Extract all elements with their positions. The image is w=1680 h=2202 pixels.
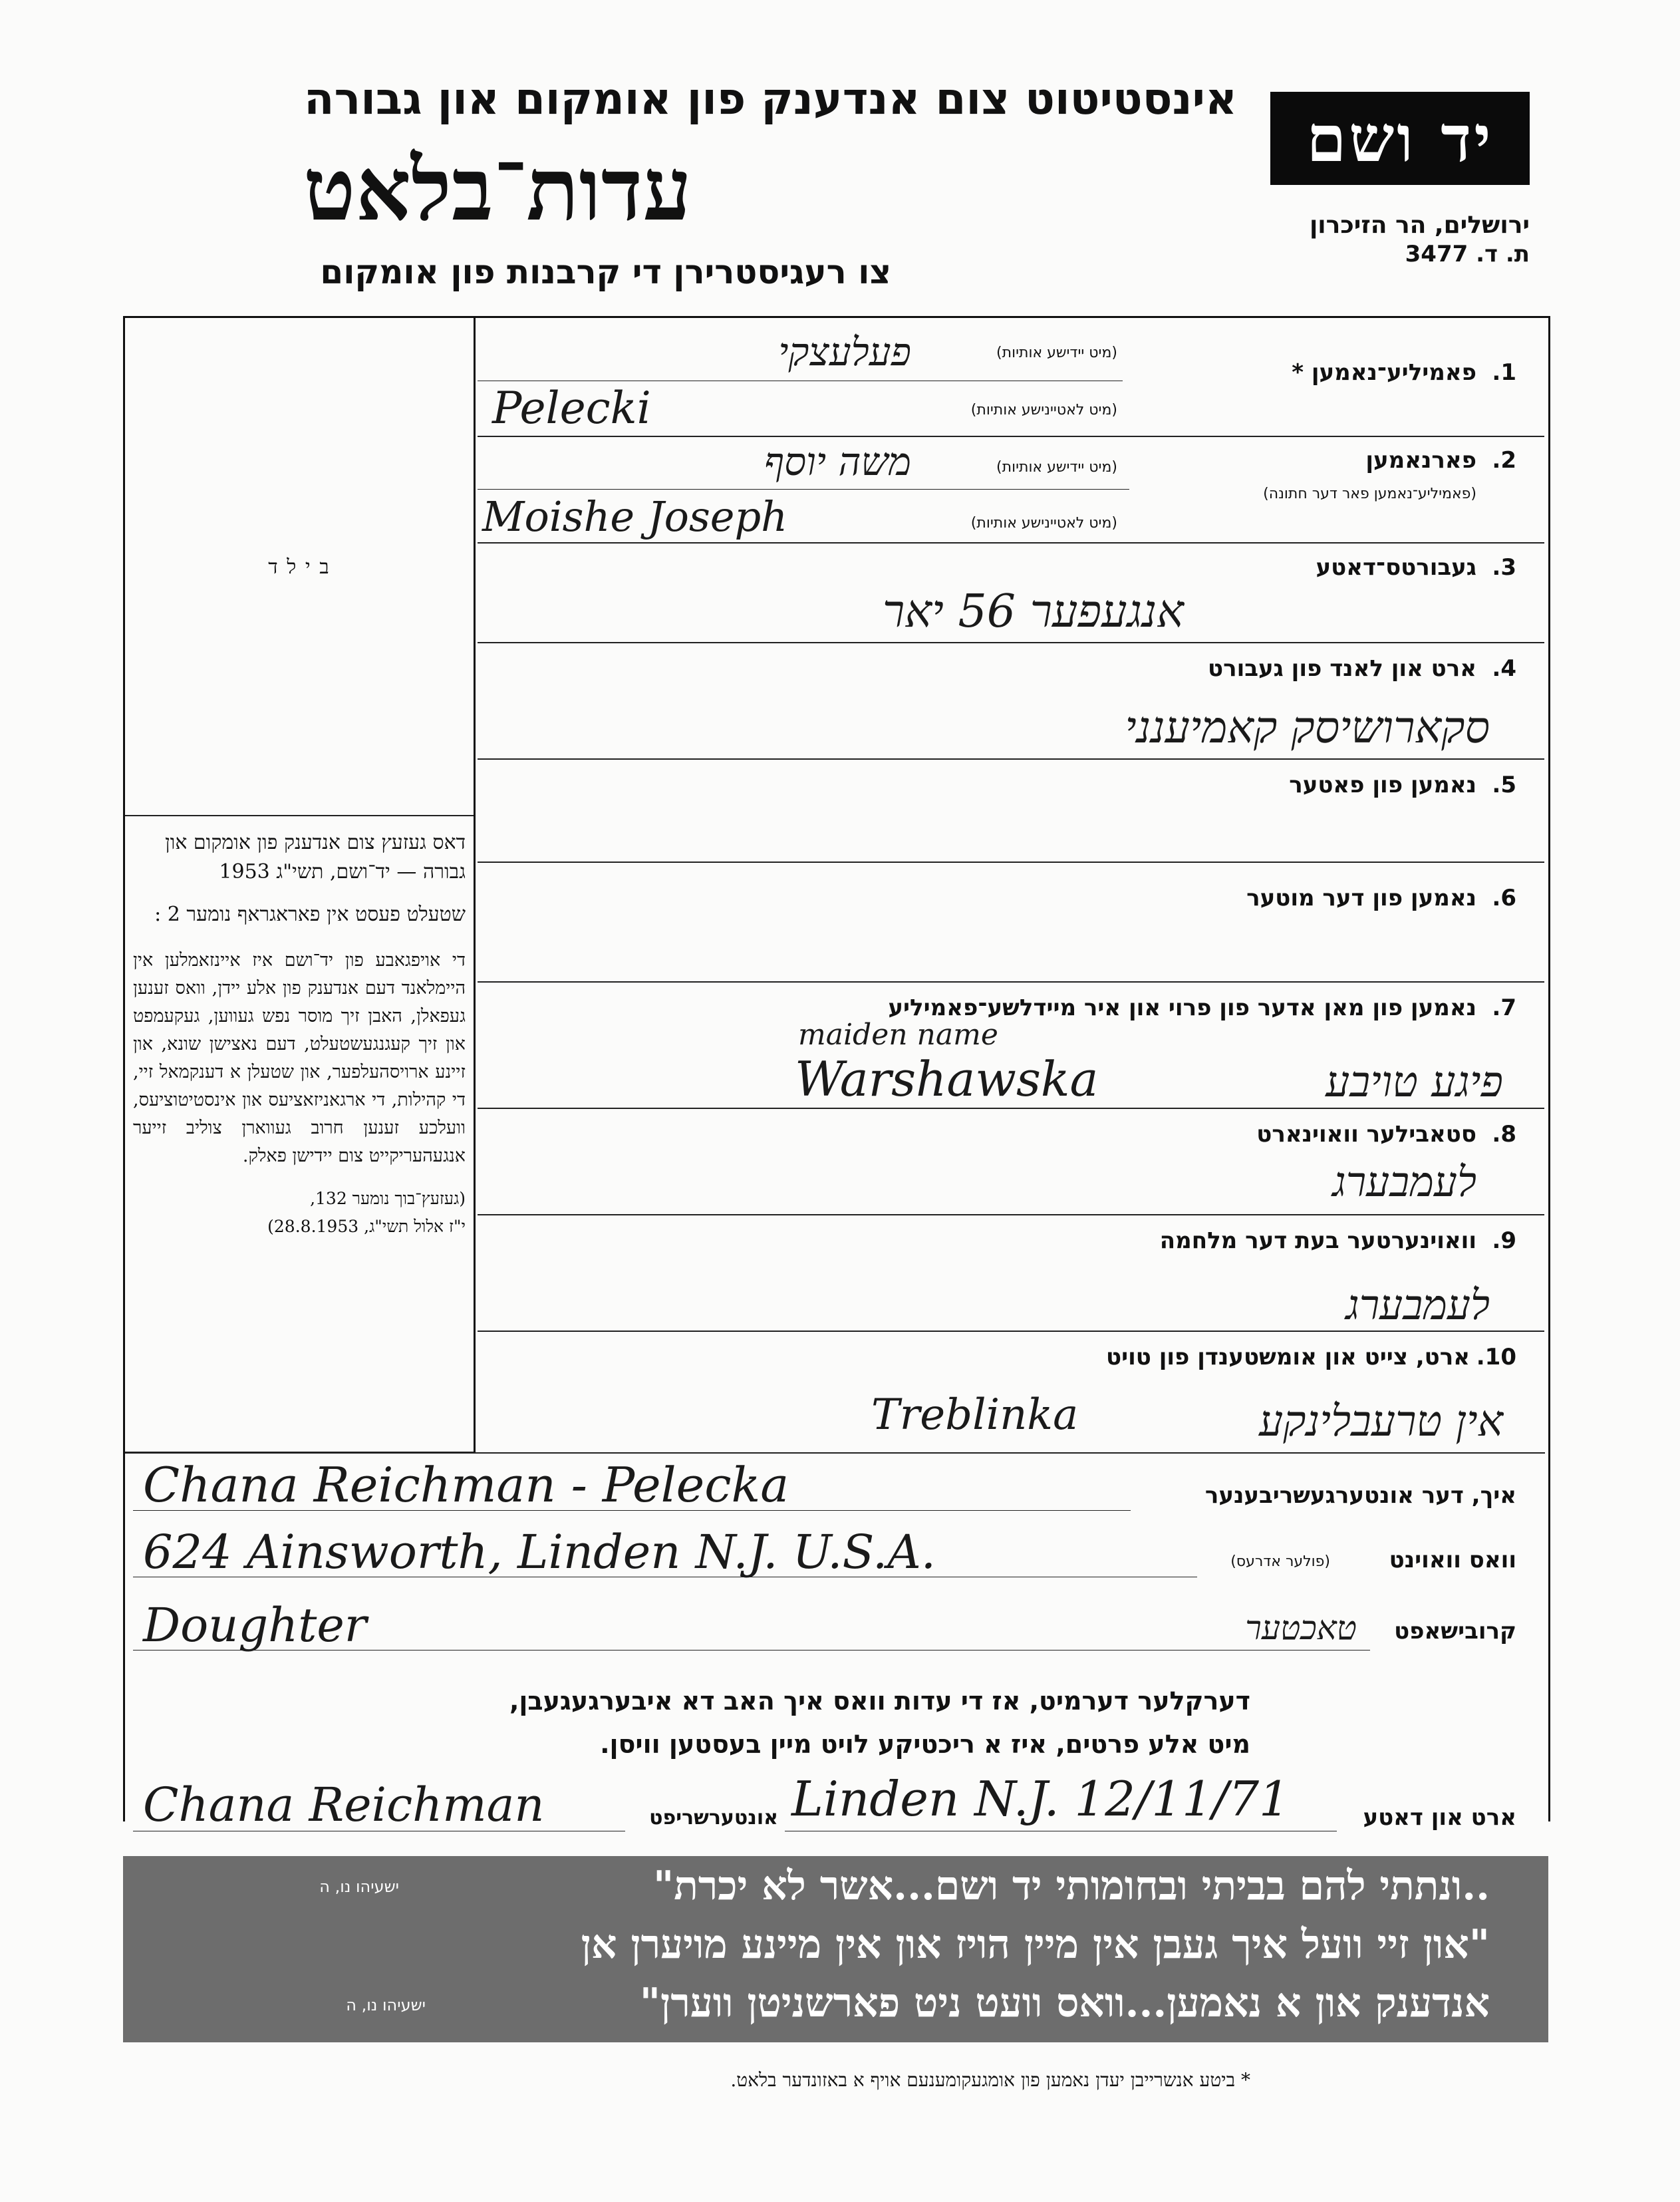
field-1-bottom-line (478, 436, 1544, 437)
law-text (133, 828, 466, 1241)
field-10-bottom-line (125, 1452, 1545, 1454)
field-1-yiddish-value: פעלעצקי (778, 329, 911, 375)
column-divider (474, 318, 476, 1452)
field-2-yiddish-value: משה יוסף (764, 439, 911, 484)
field-3-bottom-line (478, 642, 1544, 643)
banner-ref-1: ישעיהו נו, ה (319, 1877, 399, 1896)
field-9-label: 9.וואוינערטער בעת דער מלחמה (1159, 1227, 1516, 1254)
photo-box-bottom (125, 815, 474, 816)
header-subtitle: צו רעגיסטרירן די קרבנות פון אומקום (320, 253, 891, 291)
signer-name: Chana Reichman - Pelecka (143, 1457, 789, 1513)
field-2-yiddish-hint: (מיט יידישע אותיות) (996, 459, 1117, 476)
signer-name-line (133, 1510, 1131, 1511)
header-address-line1: ירושלים, הר הזיכרון (1309, 212, 1530, 239)
field-7-latin-value: Warshawska (795, 1051, 1099, 1107)
signer-label: איך, דער אונטערגעשריבענער (1204, 1482, 1516, 1509)
header-address-line2: ת. ד. 3477 (1405, 241, 1530, 267)
logo-box (1270, 92, 1530, 185)
field-2-latin-hint: (מיט לאטיינישע אותיות) (970, 515, 1117, 532)
header-title-line1: אינסטיטוט צום אנדענק פון אומקום און גבורה (304, 73, 1237, 124)
photo-box (126, 319, 472, 815)
banner-line-2: "און זיי וועל איך געבן אין מיין הויז און אין מיינע מויערן אן (581, 1921, 1490, 1968)
field-7-yiddish-value: פיגע טויבע (1326, 1058, 1503, 1107)
field-4-bottom-line (478, 758, 1544, 760)
field-1-latin-value: Pelecki (492, 383, 651, 434)
field-6-bottom-line (478, 981, 1544, 983)
signer-address-label: וואס וואוינט (1389, 1547, 1516, 1573)
banner-line-1: ..ונתתי להם בביתי ובחומותי יד ושם...אשר לא יכרת" (652, 1863, 1490, 1909)
field-6-label: 6.נאמען פון דער מוטער (1246, 885, 1516, 911)
field-8-label: 8.סטאבילער וואוינארט (1256, 1121, 1516, 1148)
declaration-line-1: דערקלער דערמיט, אז די עדות וואס איך האב דא איבערגעגעבן, (509, 1686, 1250, 1716)
law-title: דאס געזעץ צום אנדענק פון אומקום און גבורה — יד־ושם, תשי"ג 1953 (165, 831, 466, 883)
field-10-latin-value: Treblinka (871, 1390, 1079, 1440)
field-10-value: אין טרעבלינקע (1259, 1397, 1503, 1446)
field-4-value: סקארושיסק קאמיענני (1125, 702, 1490, 753)
law-body: די אויפגאבע פון יד־ושם איז איינזאמלען אין היימלאנד דעם אנדענק פון אלע יידן, וואס זענען געפאלן, האבן זיך מוסר נפש געווען, געקעמפט און זיך קעגנגעשטעלט, דעם נאצישן שונא, און זיינע ארויסהעלפער, און שטעלן א דענקמאל זיי, די קהילות, די ארגאניזאציעס און אינסטיטוציעס, וועלכע זענען חרוב געווארן צוליב זייער אנגעהעריקייט צום יידישן פאלק. (133, 950, 466, 1166)
field-1-label: 1.פאמיליע־נאמען * (1292, 359, 1516, 386)
field-5-label: 5.נאמען פון פאטער (1289, 772, 1516, 798)
field-2-label: 2.פארנאמען (1365, 447, 1516, 474)
field-2-latin-value: Moishe Joseph (482, 492, 788, 541)
page-title: עדות־בלאט (303, 138, 692, 240)
photo-label: ב י ל ד (268, 555, 331, 579)
field-7-label: 7.נאמען פון מאן אדער פון פרוי און איר מיידלשע־פאמיליע (888, 995, 1516, 1021)
law-ref-1: (געזעץ־בוך נומער 132, (310, 1189, 466, 1208)
field-4-label: 4.ארט און לאנד פון געבורט (1208, 655, 1516, 682)
signature: Chana Reichman (143, 1778, 545, 1832)
field-7-note: maiden name (798, 1018, 998, 1052)
place-date: Linden N.J. 12/11/71 (791, 1771, 1290, 1827)
signer-relation-line (133, 1650, 1370, 1651)
field-3-label: 3.געבורטס־דאטע (1316, 554, 1516, 581)
field-2-bottom-line (478, 542, 1544, 544)
field-9-value: לעמבערג (1345, 1281, 1490, 1329)
signer-address: 624 Ainsworth, Linden N.J. U.S.A. (143, 1525, 936, 1579)
footnote: * ביטע אנשרייבן יעדן נאמען פון אומגעקומענעם אויף א באזונדער בלאט. (730, 2069, 1250, 2091)
field-1-yiddish-hint: (מיט יידישע אותיות) (996, 345, 1117, 361)
logo-text: יד ושם (1306, 100, 1494, 176)
signature-label: אונטערשריפט (649, 1806, 778, 1829)
field-1-latin-hint: (מיט לאטיינישע אותיות) (970, 402, 1117, 418)
signer-relation: Doughter (143, 1598, 367, 1652)
field-10-label: 10.ארט, צייט און אומשטענדן פון טויט (1105, 1344, 1516, 1370)
field-3-value: אנגעפער 56 יאר (882, 585, 1184, 638)
banner-line-3: אנדענק און א נאמען...וואס וועט ניט פארשניטן ווערן" (639, 1980, 1490, 2026)
field-2-yiddish-line (478, 489, 1129, 490)
field-9-bottom-line (478, 1331, 1544, 1332)
law-paragraph: שטעלט פעסט אין פאראגראף נומער 2 : (154, 903, 466, 926)
place-date-label: ארט און דאטע (1363, 1804, 1516, 1831)
field-2-sub: (פאמיליע־נאמען פאר דער חתונה) (1263, 486, 1476, 502)
signer-address-sub: (פולער אדרעס) (1230, 1553, 1330, 1570)
field-7-bottom-line (478, 1108, 1544, 1109)
banner-ref-3: ישעיהו נו, ה (346, 1996, 426, 2014)
field-8-value: לעמבערג (1332, 1158, 1476, 1206)
law-ref-2: י"ז אלול תשי"ג, 28.8.1953) (267, 1217, 466, 1236)
field-5-bottom-line (478, 862, 1544, 863)
signer-relation-hebrew: טאכטער (1245, 1609, 1357, 1647)
signer-relation-label: קרובישאפט (1394, 1618, 1516, 1645)
field-8-bottom-line (478, 1214, 1544, 1215)
declaration-line-2: מיט אלע פרטים, איז א ריכטיקע לויט מיין בעסטען וויסן. (600, 1730, 1250, 1759)
